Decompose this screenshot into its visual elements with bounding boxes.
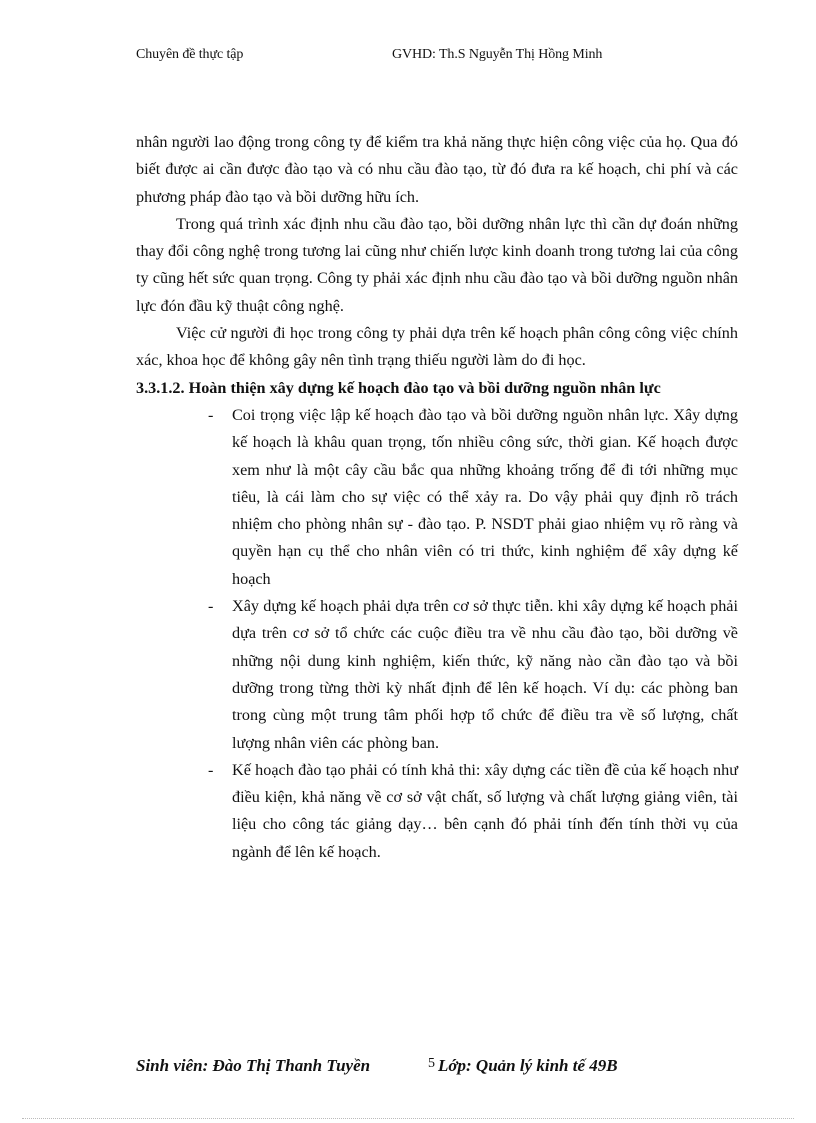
list-item-text: Kế hoạch đào tạo phải có tính khả thi: xây dựng các tiền đề của kế hoạch như điều kiện, khả năng về cơ sở vật chất, số lượng và chất lượng giảng viên, tài liệu cho công tác giảng dạy… bên cạnh đó phải tính đến tính thời vụ của ngành để lên kế hoạch. — [232, 760, 738, 861]
header-advisor: GVHD: Th.S Nguyễn Thị Hồng Minh — [392, 47, 603, 62]
page-header — [136, 47, 736, 67]
header-title: Chuyên đề thực tập — [136, 47, 244, 62]
paragraph: Trong quá trình xác định nhu cầu đào tạo, bồi dưỡng nhân lực thì cần dự đoán những thay đổi công nghệ trong tương lai cũng như chiến lược kinh doanh trong tương lai của công ty cũng hết sức quan trọng. Công ty phải xác định nhu cầu đào tạo và bồi dưỡng nguồn nhân lực đón đầu kỹ thuật công nghệ. — [136, 214, 738, 315]
page-number: 5 — [428, 1056, 435, 1071]
list-item — [208, 402, 738, 593]
bottom-divider — [22, 1118, 794, 1119]
list-item — [208, 757, 738, 866]
section-heading: 3.3.1.2. Hoàn thiện xây dựng kế hoạch đào tạo và bồi dưỡng nguồn nhân lực — [136, 378, 661, 397]
list-item — [208, 593, 738, 757]
dash-marker: - — [208, 405, 214, 424]
page-content — [136, 129, 738, 866]
dash-marker: - — [208, 760, 214, 779]
dash-marker: - — [208, 597, 214, 616]
list-item-text: Coi trọng việc lập kế hoạch đào tạo và bồi dưỡng nguồn nhân lực. Xây dựng kế hoạch là khâu quan trọng, tốn nhiều công sức, thời gian. Kế hoạch được xem như là một cây cầu bắc qua những khoảng trống để đi tới những mục tiêu, là cái làm cho sự việc có thể xảy ra. Do vậy phải quy định rõ trách nhiệm cho phòng nhân sự - đào tạo. P. NSDT phải giao nhiệm vụ rõ ràng và quyền hạn cụ thể cho nhân viên có tri thức, kinh nghiệm để xây dựng kế hoạch — [232, 405, 738, 588]
page-footer — [136, 1056, 736, 1082]
footer-student: Sinh viên: Đào Thị Thanh Tuyền — [136, 1056, 371, 1075]
list-item-text: Xây dựng kế hoạch phải dựa trên cơ sở thực tiễn. khi xây dựng kế hoạch phải dựa trên cơ sở tổ chức các cuộc điều tra về nhu cầu đào tạo, bồi dưỡng về những nội dung kinh nghiệm, kiến thức, kỹ năng nào cần đào tạo và bồi dưỡng trong từng thời kỳ nhất định để lên kế hoạch. Ví dụ: các phòng ban trong cùng một trung tâm phối hợp tổ chức để điều tra về số lượng, chất lượng nhân viên các phòng ban. — [232, 597, 738, 752]
bullet-list — [136, 402, 738, 866]
paragraph: nhân người lao động trong công ty để kiểm tra khả năng thực hiện công việc của họ. Qua đó biết được ai cần được đào tạo và có nhu cầu đào tạo, từ đó đưa ra kế hoạch, chi phí và các phương pháp đào tạo và bồi dưỡng hữu ích. — [136, 133, 738, 206]
paragraph: Việc cử người đi học trong công ty phải dựa trên kế hoạch phân công công việc chính xác, khoa học để không gây nên tình trạng thiếu người làm do đi học. — [136, 324, 738, 370]
footer-class: Lớp: Quản lý kinh tế 49B — [438, 1056, 618, 1075]
